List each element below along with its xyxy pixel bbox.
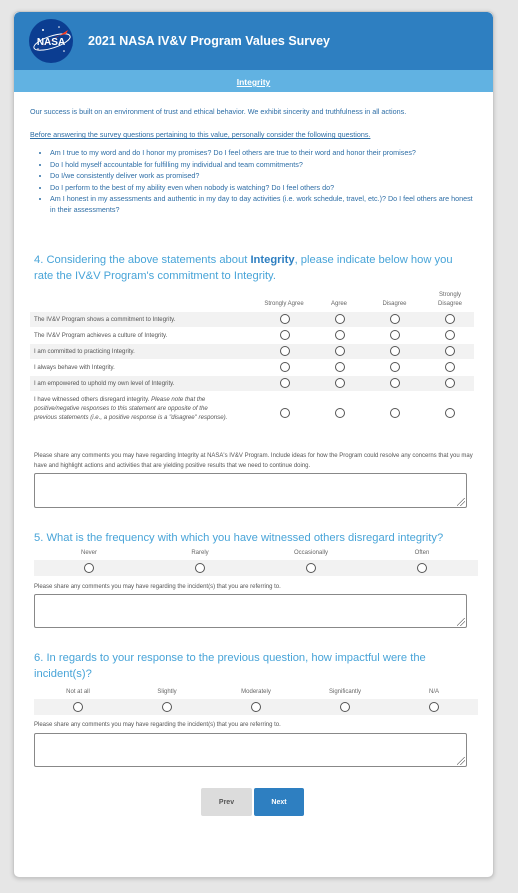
radio-row4-disagree[interactable]: [390, 362, 400, 372]
table-row: I have witnessed others disregard integrity. Please note that the positive/negative responses to this statement are opposite of the previous statements (i.e., a positive response is a "disagree" response).: [34, 396, 228, 421]
table-row: The IV&V Program shows a commitment to Integrity.: [30, 312, 474, 327]
option-not-at-all-label: Not at all: [66, 689, 90, 695]
prev-button[interactable]: Prev: [201, 788, 252, 816]
option-na-label: N/A: [428, 689, 439, 695]
radio-row6-strongly-agree[interactable]: [280, 408, 290, 418]
resize-grip-icon[interactable]: [457, 757, 465, 765]
column-agree: Agree: [330, 301, 347, 307]
question-5-title: 5. What is the frequency with which you have witnessed others disregard integrity?: [34, 532, 444, 544]
radio-row2-strongly-agree[interactable]: [280, 330, 290, 340]
radio-often[interactable]: [417, 563, 427, 573]
radio-row4-strongly-disagree[interactable]: [445, 362, 455, 372]
radio-moderately[interactable]: [251, 702, 261, 712]
radio-row1-agree[interactable]: [335, 314, 345, 324]
question-4-comment-input[interactable]: [34, 473, 467, 508]
radio-row1-strongly-disagree[interactable]: [445, 314, 455, 324]
radio-row5-strongly-agree[interactable]: [280, 378, 290, 388]
radio-row3-strongly-agree[interactable]: [280, 346, 290, 356]
radio-row6-disagree[interactable]: [390, 408, 400, 418]
nasa-logo-text: NASA: [36, 37, 66, 48]
table-row: I am empowered to uphold my own level of Integrity.: [30, 376, 474, 391]
radio-significantly[interactable]: [340, 702, 350, 712]
option-never-label: Never: [80, 550, 97, 556]
resize-grip-icon[interactable]: [457, 618, 465, 626]
option-moderately-label: Moderately: [241, 689, 271, 695]
radio-row4-agree[interactable]: [335, 362, 345, 372]
next-button[interactable]: Next: [254, 788, 304, 816]
column-strongly-disagree: Strongly Disagree: [437, 292, 462, 307]
radio-row6-agree[interactable]: [335, 408, 345, 418]
column-strongly-agree: Strongly Agree: [264, 301, 304, 307]
radio-row2-strongly-disagree[interactable]: [445, 330, 455, 340]
list-item: • Do I/we consistently deliver work as promised?: [50, 170, 477, 181]
option-slightly-label: Slightly: [157, 689, 177, 695]
radio-row1-strongly-agree[interactable]: [280, 314, 290, 324]
survey-header: [14, 12, 493, 70]
option-significantly-label: Significantly: [328, 689, 361, 695]
radio-row1-disagree[interactable]: [390, 314, 400, 324]
radio-occasionally[interactable]: [306, 563, 316, 573]
section-bar: [14, 70, 493, 92]
radio-row3-disagree[interactable]: [390, 346, 400, 356]
radio-row5-agree[interactable]: [335, 378, 345, 388]
question-5-options-row: [34, 560, 478, 576]
question-5-comment-label: Please share any comments you may have regarding the incident(s) that you are referring to.: [34, 584, 281, 590]
question-4-title: 4. Considering the above statements about Integrity, please indicate below how you rate the IV&V Program's commitment to Integrity.: [34, 254, 453, 282]
radio-row6-strongly-disagree[interactable]: [445, 408, 455, 418]
survey-card: [13, 11, 494, 878]
radio-not-at-all[interactable]: [73, 702, 83, 712]
question-6-title: 6. In regards to your response to the previous question, how impactful were the incident(s)?: [34, 652, 426, 680]
survey-content: [14, 107, 493, 215]
intro-text: Our success is built on an environment of trust and ethical behavior. We exhibit sincerity and truthfulness in all actions.: [30, 107, 407, 116]
radio-slightly[interactable]: [162, 702, 172, 712]
consideration-list: [30, 147, 477, 215]
section-title-integrity[interactable]: Integrity: [236, 77, 271, 87]
radio-row4-strongly-agree[interactable]: [280, 362, 290, 372]
table-row: The IV&V Program achieves a culture of Integrity.: [34, 332, 168, 339]
column-disagree: Disagree: [382, 301, 407, 307]
list-item: • Am I true to my word and do I honor my promises? Do I feel others are true to their word and honor their promises?: [50, 147, 477, 158]
radio-row5-strongly-disagree[interactable]: [445, 378, 455, 388]
option-occasionally-label: Occasionally: [293, 550, 328, 556]
question-6-comment-label: Please share any comments you may have regarding the incident(s) that you are referring to.: [34, 722, 281, 728]
before-answering-text: Before answering the survey questions pertaining to this value, personally consider the following questions.: [30, 130, 371, 139]
question-5-comment-input[interactable]: [34, 594, 467, 628]
radio-row5-disagree[interactable]: [390, 378, 400, 388]
radio-na[interactable]: [429, 702, 439, 712]
list-item: • Am I honest in my assessments and authentic in my day to day activities (i.e. work schedule, travel, etc.)? Do I feel others are honest in their assessments?: [50, 193, 477, 215]
option-often-label: Often: [414, 550, 430, 556]
list-item: • Do I perform to the best of my ability even when nobody is watching? Do I feel others do?: [50, 182, 477, 193]
table-row: I always behave with Integrity.: [34, 364, 115, 371]
radio-row2-disagree[interactable]: [390, 330, 400, 340]
radio-never[interactable]: [84, 563, 94, 573]
question-6-comment-input[interactable]: [34, 733, 467, 767]
table-row: I am committed to practicing Integrity.: [30, 344, 474, 359]
question-4-comment-label: Please share any comments you may have regarding Integrity at NASA's IV&V Program. Include ideas for how the Program could resolve any concerns that you may have and highlight actions and activities that are yielding positive results that we need to continue doing.: [34, 453, 473, 469]
nasa-logo-icon: [28, 18, 74, 64]
radio-row3-strongly-disagree[interactable]: [445, 346, 455, 356]
resize-grip-icon[interactable]: [457, 498, 465, 506]
survey-title: 2021 NASA IV&V Program Values Survey: [88, 34, 331, 48]
radio-row2-agree[interactable]: [335, 330, 345, 340]
list-item: • Do I hold myself accountable for fulfilling my individual and team commitments?: [50, 159, 477, 170]
radio-rarely[interactable]: [195, 563, 205, 573]
option-rarely-label: Rarely: [191, 550, 209, 556]
question-4-value-name: Integrity: [250, 254, 295, 266]
radio-row3-agree[interactable]: [335, 346, 345, 356]
